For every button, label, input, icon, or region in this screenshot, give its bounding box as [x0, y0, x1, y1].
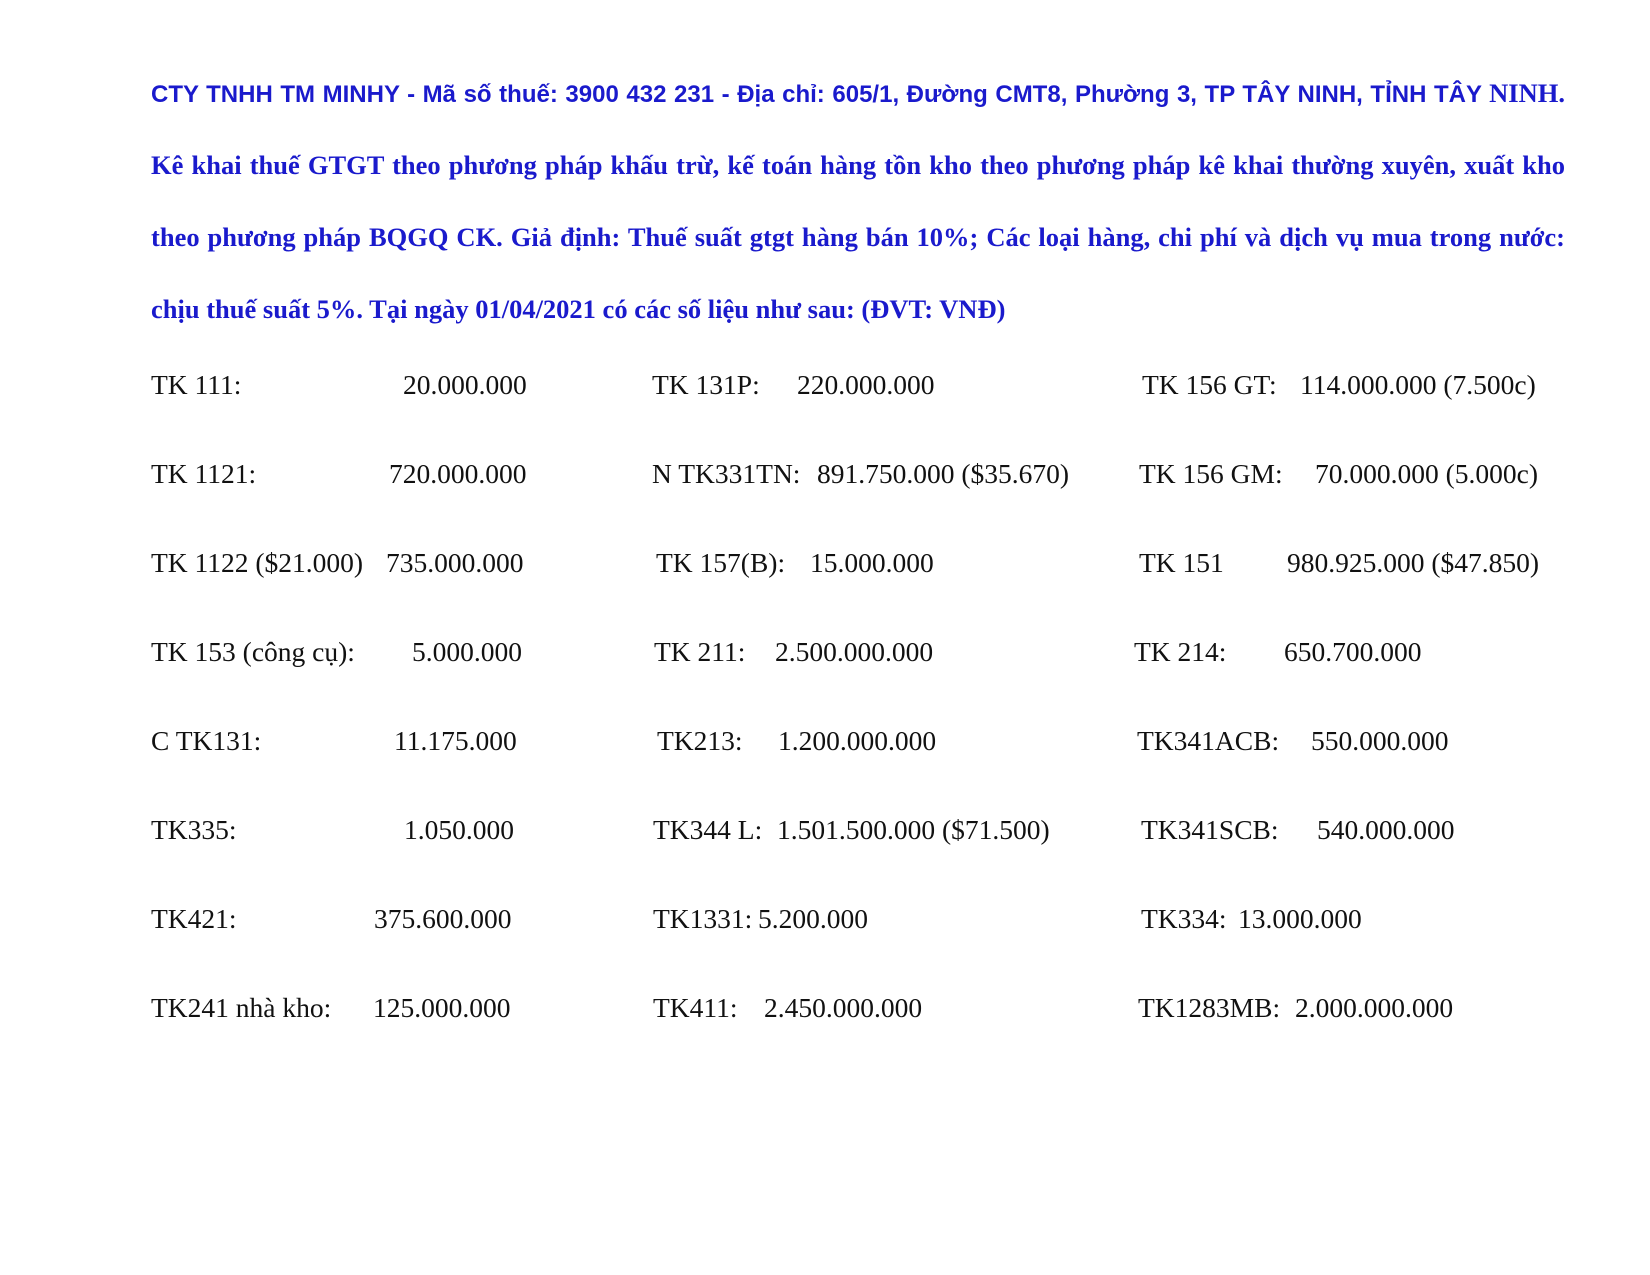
- account-label: TK421:: [151, 903, 237, 934]
- account-label: TK241 nhà kho:: [151, 992, 332, 1023]
- account-label: TK 156 GM:: [1139, 458, 1283, 489]
- account-value: 650.700.000: [1284, 636, 1422, 667]
- account-label: TK 1121:: [151, 458, 257, 489]
- account-label: TK 131P:: [652, 369, 760, 400]
- account-value: 13.000.000: [1238, 903, 1362, 934]
- account-value: 2.500.000.000: [775, 636, 934, 667]
- account-label: TK335:: [151, 814, 237, 845]
- account-label: TK 211:: [654, 636, 746, 667]
- account-label: TK344 L:: [653, 814, 763, 845]
- account-value: 220.000.000: [797, 369, 935, 400]
- account-label: TK 157(B):: [656, 547, 786, 578]
- account-value: 735.000.000: [386, 547, 524, 578]
- account-value: 1.200.000.000: [778, 725, 937, 756]
- company-info-line: CTY TNHH TM MINHY - Mã số thuế: 3900 432 231 - Địa chỉ: 605/1, Đường CMT8, Phường 3, TP TÂY NINH, TỈNH TÂY: [151, 81, 1482, 108]
- account-label: TK213:: [657, 725, 743, 756]
- account-value: 980.925.000 ($47.850): [1287, 547, 1540, 578]
- account-value: 5.000.000: [412, 636, 522, 667]
- account-value: 375.600.000: [374, 903, 512, 934]
- account-label: TK411:: [653, 992, 738, 1023]
- account-label: TK 153 (công cụ):: [151, 636, 355, 667]
- account-value: 2.000.000.000: [1295, 992, 1454, 1023]
- account-value: 5.200.000: [758, 903, 868, 934]
- account-value: 114.000.000 (7.500c): [1300, 369, 1536, 400]
- account-value: 11.175.000: [394, 725, 517, 756]
- account-value: 2.450.000.000: [764, 992, 923, 1023]
- account-label: TK341ACB:: [1137, 725, 1280, 756]
- account-value: 1.501.500.000 ($71.500): [777, 814, 1050, 845]
- account-value: 1.050.000: [404, 814, 514, 845]
- account-label: TK 111:: [151, 369, 242, 400]
- account-label: TK 1122 ($21.000): [151, 547, 364, 578]
- account-value: 540.000.000: [1317, 814, 1455, 845]
- account-value: 720.000.000: [389, 458, 527, 489]
- account-label: C TK131:: [151, 725, 262, 756]
- account-label: TK1331:: [653, 903, 753, 934]
- account-label: TK 214:: [1134, 636, 1227, 667]
- assumptions-text: NINH. Kê khai thuế GTGT theo phương pháp khấu trừ, kế toán hàng tồn kho theo phương pháp kê khai thường xuyên, xuất kho theo phương pháp BQGQ CK. Giả định: Thuế suất gtgt hàng bán 10%; Các loại hàng, chi phí và dịch vụ mua trong nước: chịu thuế suất 5%. Tại ngày 01/04/2021 có các số liệu như sau: (ĐVT: VNĐ): [151, 78, 1565, 324]
- account-value: 20.000.000: [403, 369, 527, 400]
- account-value: 125.000.000: [373, 992, 511, 1023]
- account-label: TK341SCB:: [1141, 814, 1279, 845]
- account-value: 550.000.000: [1311, 725, 1449, 756]
- account-label: N TK331TN:: [652, 458, 801, 489]
- account-value: 891.750.000 ($35.670): [817, 458, 1070, 489]
- account-label: TK334:: [1141, 903, 1227, 934]
- account-label: TK 151: [1139, 547, 1224, 578]
- account-value: 15.000.000: [810, 547, 934, 578]
- account-label: TK 156 GT:: [1142, 369, 1277, 400]
- account-value: 70.000.000 (5.000c): [1315, 458, 1539, 489]
- account-label: TK1283MB:: [1138, 992, 1281, 1023]
